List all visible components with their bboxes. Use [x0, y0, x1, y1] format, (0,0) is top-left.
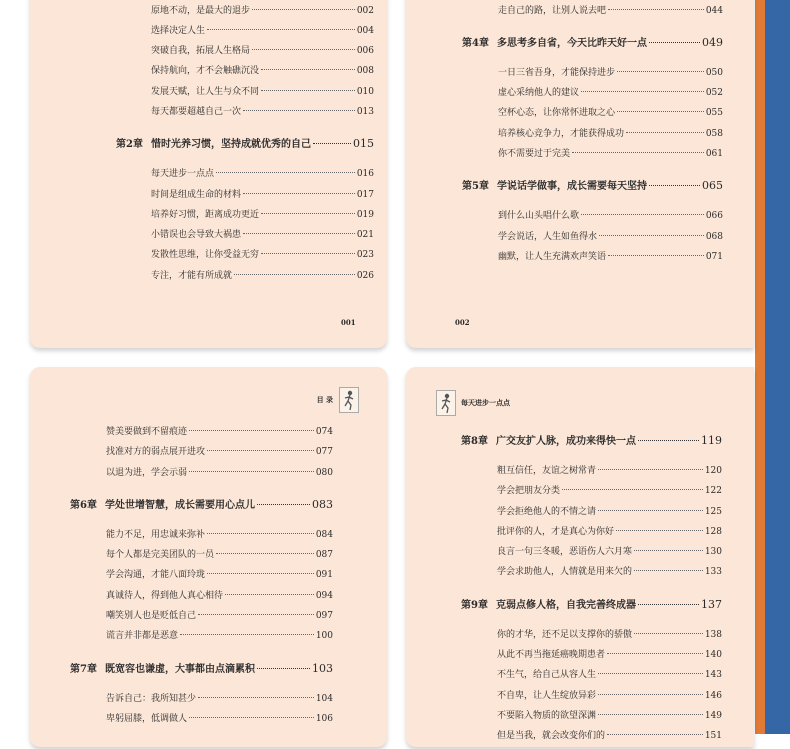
dot-leader [598, 714, 703, 715]
page-ref: 120 [704, 466, 722, 476]
page-ref: 080 [315, 467, 333, 478]
section-title: 你的才华，还不足以支撑你的骄傲 [497, 629, 633, 640]
section-title: 突破自我，拓展人生格局 [151, 46, 251, 57]
page-ref: 015 [353, 137, 374, 151]
section-title: 赞美要做到不留痕迹 [106, 427, 188, 437]
chapter-title: 学处世增智慧，成长需要用心点儿 [105, 499, 255, 511]
toc-section-entry[interactable] [30, 166, 374, 186]
toc-section-entry[interactable] [406, 463, 722, 483]
page-ref: 077 [315, 447, 333, 458]
chapter-title: 多思考多自省，今天比昨天好一点 [497, 37, 647, 49]
chapter-number: 第2章 [116, 139, 143, 151]
page-ref: 061 [705, 148, 723, 159]
page-ref: 052 [705, 88, 723, 99]
dot-leader [189, 717, 314, 718]
page-ref: 058 [705, 128, 723, 139]
section-title: 不生气，给自己从容人生 [497, 670, 597, 681]
toc-section-entry[interactable] [30, 43, 374, 63]
toc-section-entry[interactable] [406, 544, 722, 564]
dot-leader [252, 9, 355, 10]
section-title: 培养好习惯，距离成功更近 [151, 209, 260, 220]
dot-leader [207, 29, 355, 30]
toc-section-entry[interactable] [406, 229, 723, 249]
page-ref: 097 [315, 611, 333, 622]
dot-leader [180, 634, 314, 635]
chapter-number: 第9章 [461, 599, 488, 611]
section-title: 批评你的人，才是真心为你好 [497, 526, 615, 537]
section-title: 幽默，让人生充满欢声笑语 [498, 251, 607, 262]
dot-leader [634, 633, 703, 634]
toc-section-entry[interactable] [30, 527, 333, 547]
section-title: 一日三省吾身，才能保持进步 [498, 67, 616, 78]
section-title: 你不需要过于完美 [498, 148, 571, 159]
section-title: 空杯心态，让你常怀进取之心 [498, 108, 616, 119]
page-ref: 044 [705, 5, 723, 16]
dot-leader [634, 570, 703, 571]
page-ref: 151 [704, 731, 722, 742]
page-ref: 143 [704, 670, 722, 681]
page-ref: 128 [704, 526, 722, 537]
dot-leader [638, 604, 699, 605]
page-ref: 004 [356, 25, 374, 36]
dot-leader [598, 694, 703, 695]
chapter-title: 惜时光养习惯，坚持成就优秀的自己 [151, 139, 311, 151]
book-edge-orange [755, 0, 765, 734]
section-title: 能力不足，用忠诚来弥补 [106, 529, 206, 540]
section-title: 学会沟通，才能八面玲珑 [106, 570, 206, 581]
toc-entries [30, 424, 387, 731]
book-edge-blue [765, 0, 790, 734]
toc-section-entry[interactable] [406, 728, 722, 748]
section-title: 以退为进，学会示弱 [106, 467, 188, 478]
section-title: 告诉自己：我所知甚少 [106, 693, 197, 704]
runner-icon [339, 387, 359, 413]
section-title: 选择决定人生 [151, 25, 206, 36]
page-ref: 016 [356, 169, 374, 180]
runner-icon [436, 390, 456, 416]
running-header [436, 390, 510, 416]
section-title: 嘲笑别人也是贬低自己 [106, 611, 197, 622]
toc-chapter-entry[interactable] [406, 177, 723, 204]
toc-section-entry[interactable] [30, 628, 333, 648]
toc-section-entry[interactable] [30, 187, 374, 207]
section-title: 原地不动，是最大的退步 [151, 5, 251, 16]
dot-leader [608, 9, 704, 10]
dot-leader [634, 550, 703, 551]
toc-section-entry[interactable] [406, 483, 722, 503]
section-title: 学会说话，人生如鱼得水 [498, 231, 598, 242]
page-ref: 013 [356, 106, 374, 117]
dot-leader [598, 673, 703, 674]
toc-section-entry[interactable] [406, 126, 723, 146]
toc-section-entry[interactable] [30, 268, 374, 288]
toc-section-entry[interactable] [406, 688, 722, 708]
page-ref: 006 [356, 46, 374, 57]
page-ref: 146 [704, 690, 722, 701]
toc-chapter-entry[interactable] [406, 596, 722, 623]
dot-leader [598, 510, 703, 511]
toc-section-entry[interactable] [406, 564, 722, 584]
chapter-number: 第5章 [462, 181, 489, 193]
toc-section-entry[interactable] [406, 708, 722, 728]
section-title: 发散性思维，让你受益无穷 [151, 250, 260, 261]
section-title: 小错误也会导致大祸患 [151, 230, 242, 241]
dot-leader [216, 553, 314, 554]
toc-section-entry[interactable] [406, 146, 723, 166]
dot-leader [257, 504, 310, 505]
page-ref: 140 [704, 650, 722, 661]
dot-leader [598, 469, 703, 470]
page-ref: 066 [705, 211, 723, 222]
toc-section-entry[interactable] [30, 424, 333, 444]
section-title: 不自卑，让人生绽放异彩 [497, 690, 597, 701]
dot-leader [581, 214, 704, 215]
chapter-number: 第6章 [70, 499, 97, 511]
toc-section-entry[interactable] [406, 3, 723, 23]
page-ref: 065 [702, 179, 723, 193]
section-title: 发展天赋，让人生与众不同 [151, 86, 260, 97]
dot-leader [261, 90, 355, 91]
section-title: 卑躬屈膝，低调做人 [106, 713, 188, 724]
section-title: 到什么山头唱什么歌 [498, 211, 580, 222]
page-ref: 103 [312, 661, 333, 675]
page-ref: 084 [315, 529, 333, 540]
page-ref: 149 [704, 710, 722, 721]
chapter-number: 第4章 [462, 37, 489, 49]
toc-page-1 [30, 0, 387, 348]
dot-leader [252, 49, 355, 50]
page-ref: 050 [705, 67, 723, 78]
page-ref: 049 [702, 35, 723, 49]
page-ref: 055 [705, 108, 723, 119]
page-number: 002 [455, 318, 470, 327]
toc-section-entry[interactable] [406, 105, 723, 125]
header-title: 目 录 [316, 395, 333, 404]
dot-leader [562, 489, 703, 490]
dot-leader [607, 734, 703, 735]
dot-leader [257, 668, 310, 669]
page-ref: 002 [356, 5, 374, 16]
dot-leader [649, 42, 700, 43]
page-ref: 083 [312, 497, 333, 511]
dot-leader [207, 573, 314, 574]
toc-entries [30, 3, 387, 289]
page-ref: 074 [315, 427, 333, 437]
dot-leader [198, 697, 314, 698]
page-ref: 017 [356, 189, 374, 200]
toc-section-entry[interactable] [30, 63, 374, 83]
page-ref: 122 [704, 486, 722, 497]
dot-leader [617, 111, 704, 112]
dot-leader [626, 132, 704, 133]
dot-leader [216, 172, 355, 173]
dot-leader [261, 69, 355, 70]
toc-section-entry[interactable] [30, 608, 333, 628]
page-ref: 100 [315, 631, 333, 642]
dot-leader [261, 253, 355, 254]
section-title: 粗互信任，友谊之树常青 [497, 466, 597, 476]
section-title: 学会把朋友分类 [497, 486, 561, 497]
section-title: 专注，才能有所成就 [151, 270, 233, 281]
dot-leader [649, 185, 700, 186]
section-title: 学会拒绝他人的不情之请 [497, 506, 597, 517]
page-ref: 137 [701, 597, 722, 611]
chapter-title: 学说话学做事，成长需要每天坚持 [497, 181, 647, 193]
chapter-number: 第8章 [461, 436, 488, 447]
toc-section-entry[interactable] [406, 627, 722, 647]
page-ref: 119 [701, 434, 722, 447]
dot-leader [599, 235, 704, 236]
toc-chapter-entry[interactable] [30, 660, 333, 687]
dot-leader [607, 653, 703, 654]
page-ref: 094 [315, 590, 333, 601]
section-title: 找准对方的弱点展开进攻 [106, 447, 206, 458]
dot-leader [313, 143, 351, 144]
section-title: 培养核心竞争力，才能获得成功 [498, 128, 625, 139]
page-ref: 023 [356, 250, 374, 261]
toc-page-4 [406, 367, 754, 747]
page-ref: 021 [356, 230, 374, 241]
toc-section-entry[interactable] [30, 3, 374, 23]
toc-section-entry[interactable] [406, 65, 723, 85]
page-ref: 071 [705, 251, 723, 262]
page-ref: 026 [356, 270, 374, 281]
toc-section-entry[interactable] [30, 23, 374, 43]
dot-leader [243, 193, 355, 194]
page-ref: 125 [704, 506, 722, 517]
dot-leader [207, 533, 314, 534]
toc-section-entry[interactable] [30, 247, 374, 267]
toc-chapter-entry[interactable] [406, 34, 723, 61]
section-title: 不要陷入物质的欲望深渊 [497, 710, 597, 721]
section-title: 虚心采纳他人的建议 [498, 88, 580, 99]
toc-section-entry[interactable] [406, 524, 722, 544]
page-ref: 130 [704, 547, 722, 558]
dot-leader [189, 430, 314, 431]
toc-section-entry[interactable] [406, 667, 722, 687]
dot-leader [617, 71, 704, 72]
toc-entries [406, 3, 754, 270]
toc-section-entry[interactable] [30, 588, 333, 608]
dot-leader [581, 91, 704, 92]
toc-section-entry[interactable] [30, 691, 333, 711]
toc-section-entry[interactable] [406, 647, 722, 667]
section-title: 良言一句三冬暖，恶语伤人六月寒 [497, 547, 633, 558]
section-title: 真诚待人，得到他人真心相待 [106, 590, 224, 601]
chapter-number: 第7章 [70, 663, 97, 675]
toc-section-entry[interactable] [30, 567, 333, 587]
toc-section-entry[interactable] [30, 711, 333, 731]
section-title: 每个人都是完美团队的一员 [106, 550, 215, 561]
dot-leader [234, 274, 355, 275]
toc-chapter-entry[interactable] [30, 496, 333, 523]
running-header [317, 387, 359, 413]
dot-leader [207, 450, 314, 451]
section-title: 学会求助他人，人情就是用来欠的 [497, 567, 633, 578]
toc-entries [406, 421, 754, 749]
section-title: 每天进步一点点 [151, 169, 215, 180]
dot-leader [243, 233, 355, 234]
toc-section-entry[interactable] [30, 227, 374, 247]
dot-leader [572, 152, 704, 153]
section-title: 谎言并非都是恶意 [106, 631, 179, 642]
page-ref: 106 [315, 713, 333, 724]
header-title: 每天进步一点点 [461, 398, 510, 407]
dot-leader [616, 530, 703, 531]
page-ref: 133 [704, 567, 722, 578]
toc-section-entry[interactable] [30, 465, 333, 485]
dot-leader [243, 110, 355, 111]
toc-chapter-entry[interactable] [406, 432, 722, 459]
dot-leader [225, 594, 314, 595]
dot-leader [198, 614, 314, 615]
page-ref: 104 [315, 693, 333, 704]
toc-section-entry[interactable] [30, 444, 333, 464]
dot-leader [638, 440, 699, 441]
section-title: 保持航向，才不会触礁沉没 [151, 66, 260, 77]
section-title: 但是当我，就会改变你们的 [497, 731, 606, 742]
chapter-title: 既宽容也谦虚，大事都由点滴累积 [105, 663, 255, 675]
toc-section-entry[interactable] [406, 504, 722, 524]
toc-chapter-entry[interactable] [30, 135, 374, 162]
page-ref: 008 [356, 66, 374, 77]
chapter-title: 克弱点修人格，自我完善终成器 [496, 599, 636, 611]
dot-leader [261, 213, 355, 214]
page-ref: 019 [356, 209, 374, 220]
toc-section-entry[interactable] [30, 104, 374, 124]
page-ref: 091 [315, 570, 333, 581]
section-title: 时间是组成生命的材料 [151, 189, 242, 200]
toc-section-entry[interactable] [406, 85, 723, 105]
toc-page-3 [30, 367, 387, 747]
page-number: 001 [341, 318, 356, 327]
section-title: 每天都要超越自己一次 [151, 106, 242, 117]
dot-leader [189, 471, 314, 472]
toc-section-entry[interactable] [30, 84, 374, 104]
page-ref: 068 [705, 231, 723, 242]
chapter-title: 广交友扩人脉，成功来得快一点 [496, 436, 636, 447]
toc-section-entry[interactable] [30, 207, 374, 227]
page-ref: 138 [704, 629, 722, 640]
page-ref: 087 [315, 550, 333, 561]
toc-section-entry[interactable] [30, 547, 333, 567]
section-title: 从此不再当拖延癌晚期患者 [497, 650, 606, 661]
dot-leader [608, 255, 704, 256]
page-ref: 010 [356, 86, 374, 97]
section-title: 走自己的路，让别人说去吧 [498, 5, 607, 16]
toc-section-entry[interactable] [406, 249, 723, 269]
toc-section-entry[interactable] [406, 208, 723, 228]
toc-page-2 [406, 0, 754, 348]
